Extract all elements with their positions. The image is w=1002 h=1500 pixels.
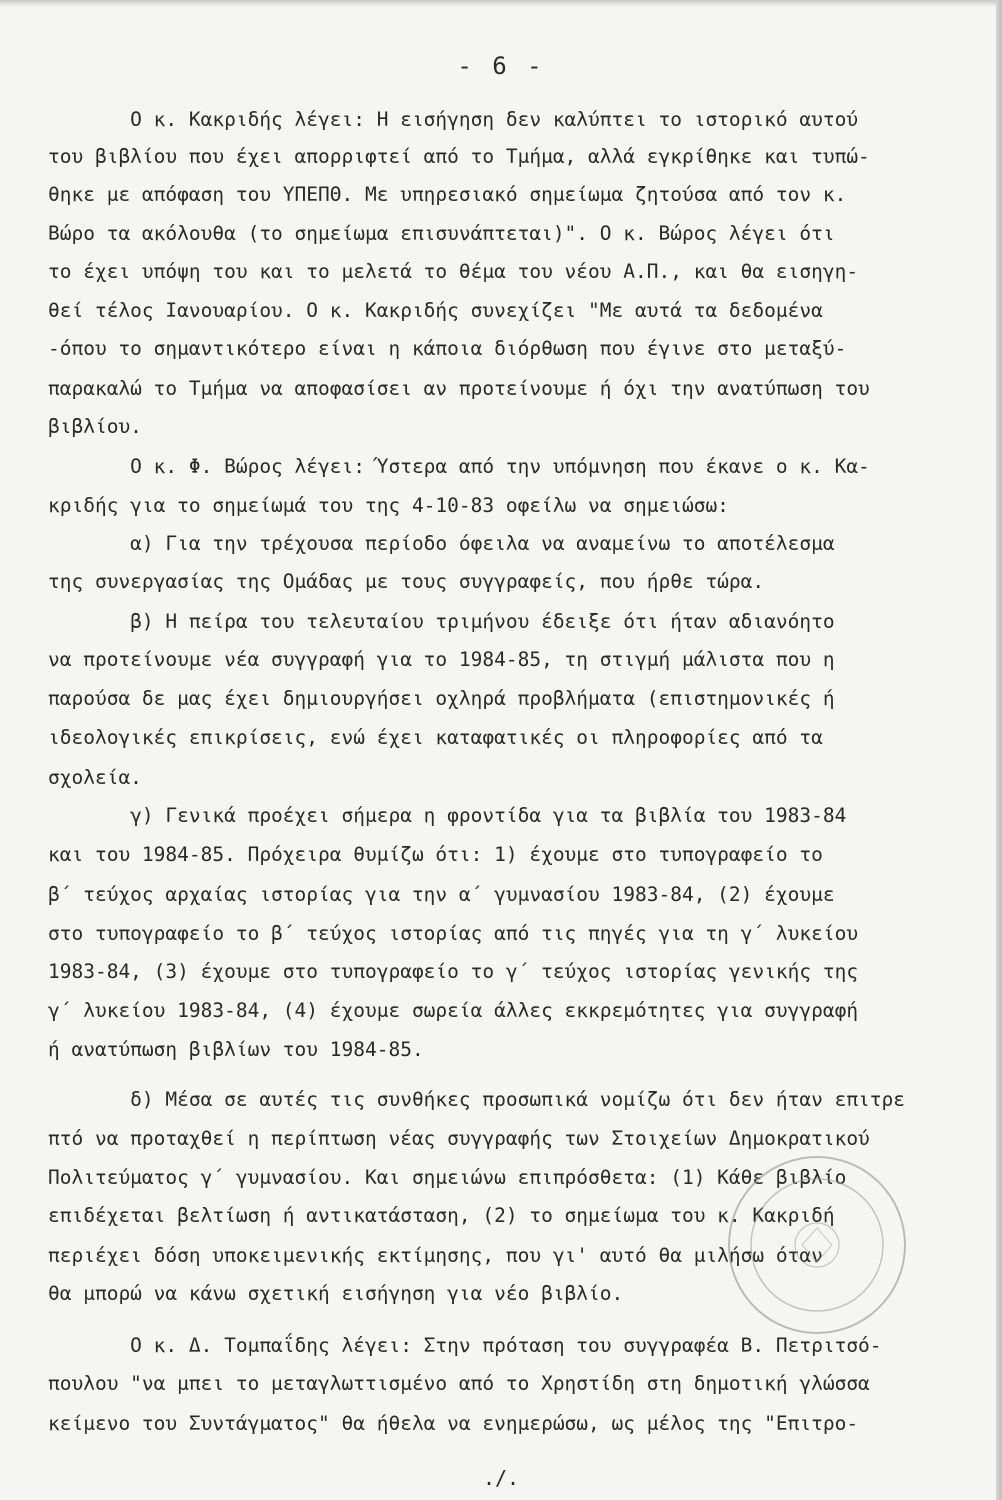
- text-line: θηκε με απόφαση του ΥΠΕΠΘ. Με υπηρεσιακό σημείωμα ζητούσα από τον κ.: [48, 183, 847, 206]
- text-line: -όπου το σημαντικότερο είναι η κάποια διόρθωση που έγινε στο μεταξύ-: [48, 337, 847, 360]
- text-line: Ο κ. Κακριδής λέγει: Η εισήγηση δεν καλύπτει το ιστορικό αυτού: [48, 108, 859, 131]
- text-line: να προτείνουμε νέα συγγραφή για το 1984-85, τη στιγμή μάλιστα που η: [48, 648, 835, 671]
- text-line: το έχει υπόψη του και το μελετά το θέμα του νέου Α.Π., και θα εισηγη-: [48, 260, 859, 283]
- text-line: Πολιτεύματος γ΄ γυμνασίου. Και σημειώνω επιπρόσθετα: (1) Κάθε βιβλίο: [48, 1166, 847, 1189]
- text-line: θεί τέλος Ιανουαρίου. Ο κ. Κακριδής συνεχίζει "Με αυτά τα δεδομένα: [48, 299, 823, 322]
- text-line: κριδής για το σημείωμά του της 4-10-83 οφείλω να σημειώσω:: [48, 494, 729, 517]
- text-line: δ) Μέσα σε αυτές τις συνθήκες προσωπικά νομίζω ότι δεν ήταν επιτρε: [48, 1088, 906, 1111]
- text-line: θα μπορώ να κάνω σχετική εισήγηση για νέο βιβλίο.: [48, 1282, 624, 1305]
- text-line: επιδέχεται βελτίωση ή αντικατάσταση, (2) το σημείωμα του κ. Κακριδή: [48, 1204, 835, 1227]
- text-line: της συνεργασίας της Ομάδας με τους συγγραφείς, που ήρθε τώρα.: [48, 570, 765, 593]
- text-line: πουλου "να μπει το μεταγλωττισμένο από το Χρηστίδη στη δημοτική γλώσσα: [48, 1372, 870, 1395]
- text-line: α) Για την τρέχουσα περίοδο όφειλα να αναμείνω το αποτέλεσμα: [48, 532, 835, 555]
- text-line: Ο κ. Φ. Βώρος λέγει: Ύστερα από την υπόμνηση που έκανε ο κ. Κα-: [48, 455, 870, 478]
- text-line: βιβλίου.: [48, 415, 142, 438]
- text-line: πτό να προταχθεί η περίπτωση νέας συγγραφής των Στοιχείων Δημοκρατικού: [48, 1127, 870, 1150]
- scan-edge-top: [0, 0, 1002, 6]
- text-line: β) Η πείρα του τελευταίου τριμήνου έδειξε ότι ήταν αδιανόητο: [48, 610, 835, 633]
- text-line: γ΄ λυκείου 1983-84, (4) έχουμε σωρεία άλλες εκκρεμότητες για συγγραφή: [48, 999, 859, 1022]
- text-line: Ο κ. Δ. Τομπαΐδης λέγει: Στην πρόταση του συγγραφέα Β. Πετριτσό-: [48, 1334, 882, 1357]
- text-line: του βιβλίου που έχει απορριφτεί από το Τμήμα, αλλά εγκρίθηκε και τυπώ-: [48, 145, 870, 168]
- text-line: περιέχει δόση υποκειμενικής εκτίμησης, που γι' αυτό θα μιλήσω όταν: [48, 1244, 823, 1267]
- text-line: και του 1984-85. Πρόχειρα θυμίζω ότι: 1) έχουμε στο τυπογραφείο το: [48, 843, 823, 866]
- text-line: σχολεία.: [48, 766, 142, 789]
- text-line: Βώρο τα ακόλουθα (το σημείωμα επισυνάπτεται)". Ο κ. Βώρος λέγει ότι: [48, 222, 835, 245]
- official-stamp-icon: [722, 1150, 912, 1340]
- continuation-mark: ./.: [482, 1466, 520, 1490]
- page-number: - 6 -: [457, 52, 545, 80]
- text-line: 1983-84, (3) έχουμε στο τυπογραφείο το γ΄ τεύχος ιστορίας γενικής της: [48, 960, 859, 983]
- text-line: ή ανατύπωση βιβλίων του 1984-85.: [48, 1038, 424, 1061]
- text-line: γ) Γενικά προέχει σήμερα η φροντίδα για τα βιβλία του 1983-84: [48, 804, 847, 827]
- text-line: στο τυπογραφείο το β΄ τεύχος ιστορίας από τις πηγές για τη γ΄ λυκείου: [48, 922, 859, 945]
- text-line: β΄ τεύχος αρχαίας ιστορίας για την α΄ γυμνασίου 1983-84, (2) έχουμε: [48, 883, 835, 906]
- text-line: παρακαλώ το Τμήμα να αποφασίσει αν προτείνουμε ή όχι την ανατύπωση του: [48, 377, 870, 400]
- text-line: κείμενο του Συντάγματος" θα ήθελα να ενημερώσω, ως μέλος της "Επιτρο-: [48, 1412, 859, 1435]
- text-line: παρούσα δε μας έχει δημιουργήσει οχληρά προβλήματα (επιστημονικές ή: [48, 687, 835, 710]
- text-line: ιδεολογικές επικρίσεις, ενώ έχει καταφατικές οι πληροφορίες από τα: [48, 726, 823, 749]
